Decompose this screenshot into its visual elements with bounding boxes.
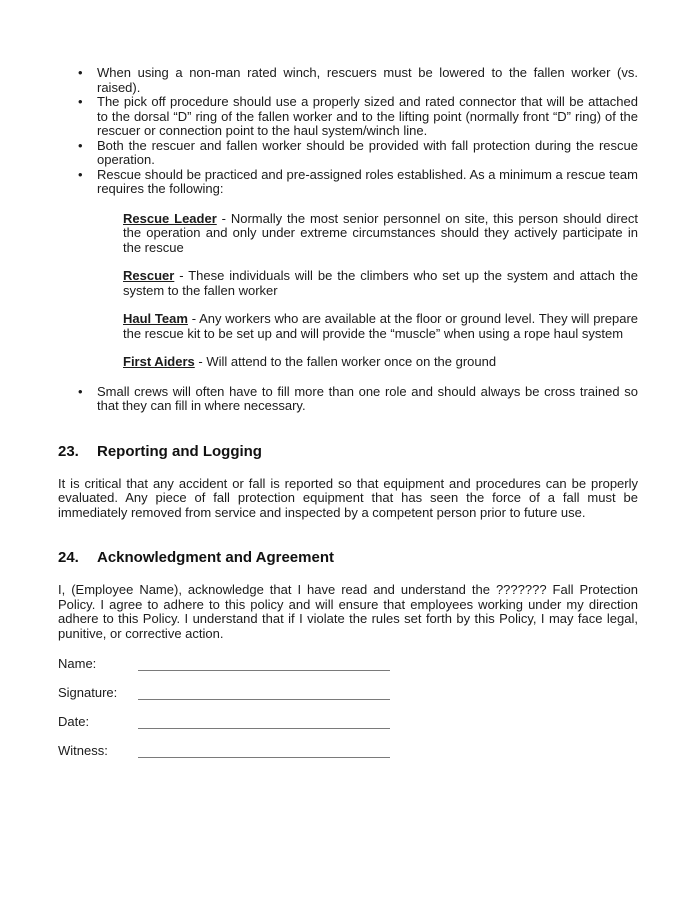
date-fill-line[interactable] xyxy=(138,714,390,729)
role-description: - Any workers who are available at the floor or ground level. They will prepare the rescue kit to be set up and will provide the “muscle” when using a rope haul system xyxy=(123,311,639,341)
bullet-item xyxy=(58,139,638,168)
signature-row-witness xyxy=(58,743,638,758)
witness-fill-line[interactable] xyxy=(138,743,390,758)
role-paragraph xyxy=(123,269,638,298)
section-number: 23. xyxy=(58,442,79,460)
bullet-text: Both the rescuer and fallen worker should be provided with fall protection during the rescue operation. xyxy=(97,137,638,167)
bullet-item xyxy=(58,66,638,95)
field-label: Name: xyxy=(58,656,97,671)
bullet-text: Rescue should be practiced and pre-assigned roles established. As a minimum a rescue team requires the following: xyxy=(97,166,638,196)
role-description: - Normally the most senior personnel on site, this person should direct the operation and only under extreme circumstances should they actively participate in the rescue xyxy=(123,210,638,255)
role-description: - Will attend to the fallen worker once on the ground xyxy=(194,354,497,369)
field-label: Date: xyxy=(58,714,90,729)
bullet-text: Small crews will often have to fill more than one role and should always be cross trained so that they can fill in where necessary. xyxy=(97,383,638,413)
role-term: Rescuer xyxy=(123,268,175,283)
signature-fill-line[interactable] xyxy=(138,685,390,700)
section-24-body: I, (Employee Name), acknowledge that I have read and understand the ??????? Fall Protection Policy. I agree to adhere to this policy and will ensure that employees working under my direction adhere to this Policy. I understand that if I violate the rules set forth by this Policy, I may face legal, punitive, or corrective action. xyxy=(58,582,638,641)
bullet-item xyxy=(58,95,638,139)
role-description: - These individuals will be the climbers who set up the system and attach the system to the fallen worker xyxy=(123,268,638,298)
bullet-icon: • xyxy=(78,65,83,80)
signature-row-name xyxy=(58,656,638,671)
role-term: First Aiders xyxy=(123,354,195,369)
section-23-body: It is critical that any accident or fall is reported so that equipment and procedures can be properly evaluated. Any piece of fall protection equipment that has seen the force of a fall must be immediately removed from service and inspected by a competent person prior to future use. xyxy=(58,475,638,520)
field-label: Signature: xyxy=(58,685,118,700)
bullet-icon: • xyxy=(78,137,83,153)
bullet-text: The pick off procedure should use a properly sized and rated connector that will be attached to the dorsal “D” ring of the fallen worker and to the lifting point (normally front “D” ring) of the rescuer or connection point to the haul system/winch line. xyxy=(97,94,638,138)
bullet-item xyxy=(58,385,638,414)
role-paragraph xyxy=(123,212,638,256)
bullet-item xyxy=(58,168,638,197)
signature-row-date xyxy=(58,714,638,729)
role-term: Haul Team xyxy=(123,311,188,326)
signature-block xyxy=(58,656,638,758)
field-label: Witness: xyxy=(58,743,108,758)
role-paragraph xyxy=(123,312,638,341)
section-number: 24. xyxy=(58,549,79,566)
role-term: Rescue Leader xyxy=(123,210,217,226)
name-fill-line[interactable] xyxy=(138,656,390,671)
section-title: Acknowledgment and Agreement xyxy=(97,549,334,566)
bullet-icon: • xyxy=(78,166,83,182)
signature-row-signature xyxy=(58,685,638,700)
role-paragraph xyxy=(123,355,638,370)
section-23-heading xyxy=(58,443,638,460)
bullet-icon: • xyxy=(78,94,83,109)
bullet-icon: • xyxy=(78,383,83,399)
role-definitions xyxy=(123,212,638,370)
section-title: Reporting and Logging xyxy=(97,442,262,460)
bullet-list xyxy=(58,385,638,414)
bullet-list xyxy=(58,66,638,197)
section-24-heading xyxy=(58,549,638,566)
bullet-text: When using a non-man rated winch, rescuers must be lowered to the fallen worker (vs. raised). xyxy=(97,65,638,95)
